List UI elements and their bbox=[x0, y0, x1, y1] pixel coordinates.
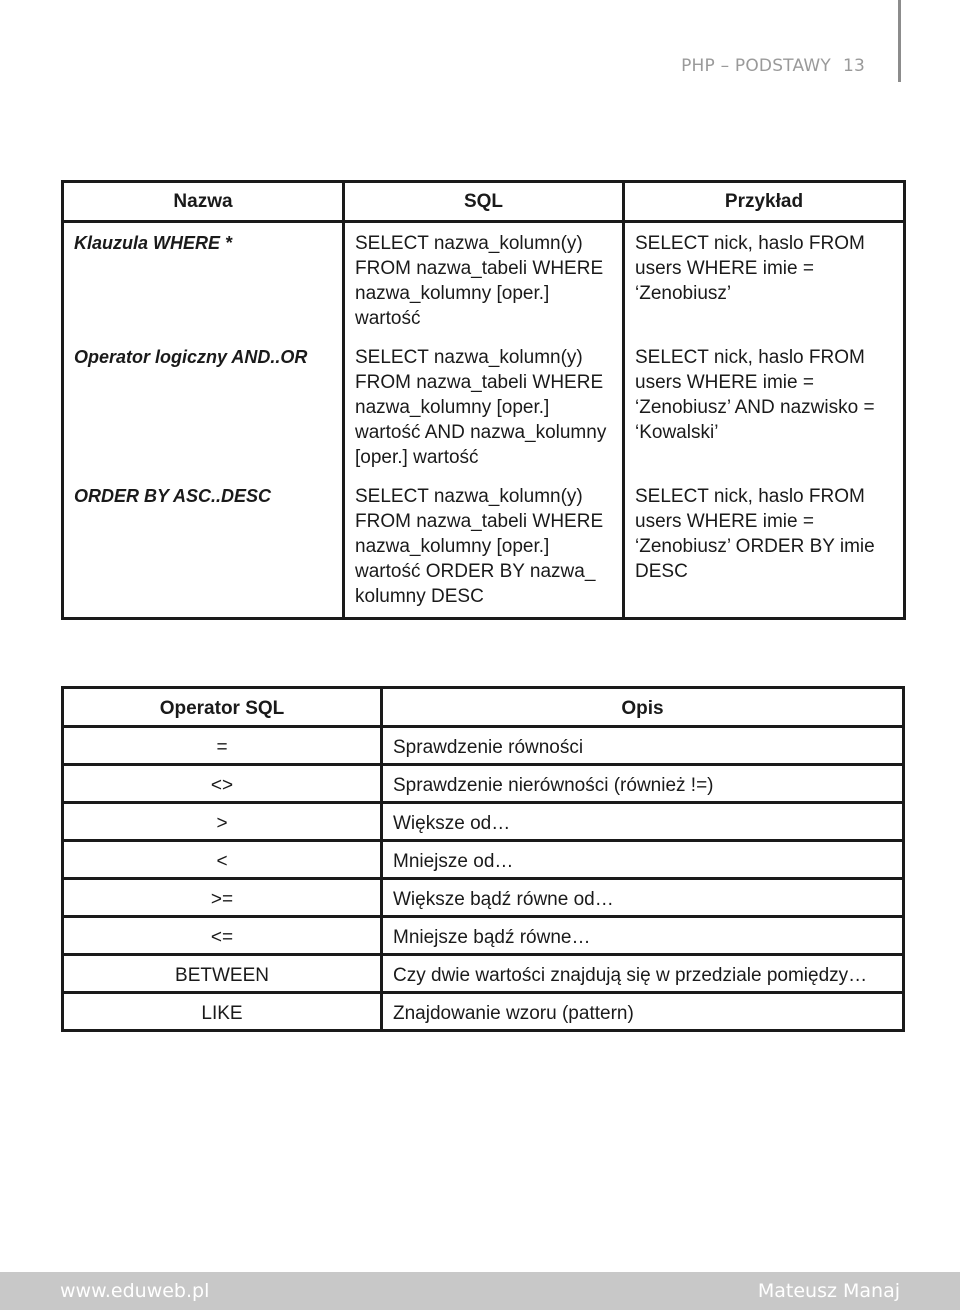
clause-example: SELECT nick, haslo FROM users WHERE imie = ‘Zenobiusz’ AND nazwisko = ‘Kowalski’ bbox=[624, 345, 905, 484]
sql-operators-table bbox=[61, 686, 905, 1032]
clause-name: Operator logiczny AND..OR bbox=[63, 345, 344, 484]
clause-sql: SELECT nazwa_kolumn(y) FROM nazwa_tabeli WHERE nazwa_kolumny [oper.] wartość AND nazwa_kolumny [oper.] wartość bbox=[344, 345, 624, 484]
page-number: 13 bbox=[842, 56, 865, 76]
operator-cell: BETWEEN bbox=[63, 955, 382, 993]
clause-example: SELECT nick, haslo FROM users WHERE imie = ‘Zenobiusz’ ORDER BY imie DESC bbox=[624, 484, 905, 619]
footer-author: Mateusz Manaj bbox=[757, 1280, 900, 1302]
description-cell: Sprawdzenie nierówności (również !=) bbox=[382, 765, 904, 803]
table-row bbox=[63, 484, 905, 619]
footer-website: www.eduweb.pl bbox=[60, 1280, 210, 1302]
operator-cell: < bbox=[63, 841, 382, 879]
column-header-operator: Operator SQL bbox=[63, 688, 382, 727]
description-cell: Większe bądź równe od… bbox=[382, 879, 904, 917]
column-header-sql: SQL bbox=[344, 182, 624, 222]
column-header-example: Przykład bbox=[624, 182, 905, 222]
table-row bbox=[63, 345, 905, 484]
clause-name: Klauzula WHERE * bbox=[63, 222, 344, 346]
table-row bbox=[63, 727, 904, 765]
header-title: PHP – PODSTAWY bbox=[681, 56, 831, 76]
table-row bbox=[63, 993, 904, 1031]
operator-cell: >= bbox=[63, 879, 382, 917]
table-row bbox=[63, 803, 904, 841]
operator-cell: LIKE bbox=[63, 993, 382, 1031]
table-row bbox=[63, 765, 904, 803]
operator-cell: > bbox=[63, 803, 382, 841]
description-cell: Znajdowanie wzoru (pattern) bbox=[382, 993, 904, 1031]
clause-sql: SELECT nazwa_kolumn(y) FROM nazwa_tabeli WHERE nazwa_kolumny [oper.] wartość bbox=[344, 222, 624, 346]
table-header-row bbox=[63, 688, 904, 727]
clause-sql: SELECT nazwa_kolumn(y) FROM nazwa_tabeli WHERE nazwa_kolumny [oper.] wartość ORDER BY nazwa_ kolumny DESC bbox=[344, 484, 624, 619]
header-divider bbox=[898, 0, 901, 82]
operator-cell: = bbox=[63, 727, 382, 765]
running-header bbox=[560, 56, 865, 76]
description-cell: Mniejsze od… bbox=[382, 841, 904, 879]
sql-clauses-table bbox=[61, 180, 906, 620]
column-header-description: Opis bbox=[382, 688, 904, 727]
page-footer bbox=[0, 1272, 960, 1310]
description-cell: Większe od… bbox=[382, 803, 904, 841]
clause-example: SELECT nick, haslo FROM users WHERE imie = ‘Zenobiusz’ bbox=[624, 222, 905, 346]
table-header-row bbox=[63, 182, 905, 222]
description-cell: Czy dwie wartości znajdują się w przedziale pomiędzy… bbox=[382, 955, 904, 993]
table-row bbox=[63, 955, 904, 993]
column-header-name: Nazwa bbox=[63, 182, 344, 222]
operator-cell: <> bbox=[63, 765, 382, 803]
table-row bbox=[63, 841, 904, 879]
description-cell: Sprawdzenie równości bbox=[382, 727, 904, 765]
operator-cell: <= bbox=[63, 917, 382, 955]
table-row bbox=[63, 879, 904, 917]
clause-name: ORDER BY ASC..DESC bbox=[63, 484, 344, 619]
table-row bbox=[63, 222, 905, 346]
table-row bbox=[63, 917, 904, 955]
description-cell: Mniejsze bądź równe… bbox=[382, 917, 904, 955]
